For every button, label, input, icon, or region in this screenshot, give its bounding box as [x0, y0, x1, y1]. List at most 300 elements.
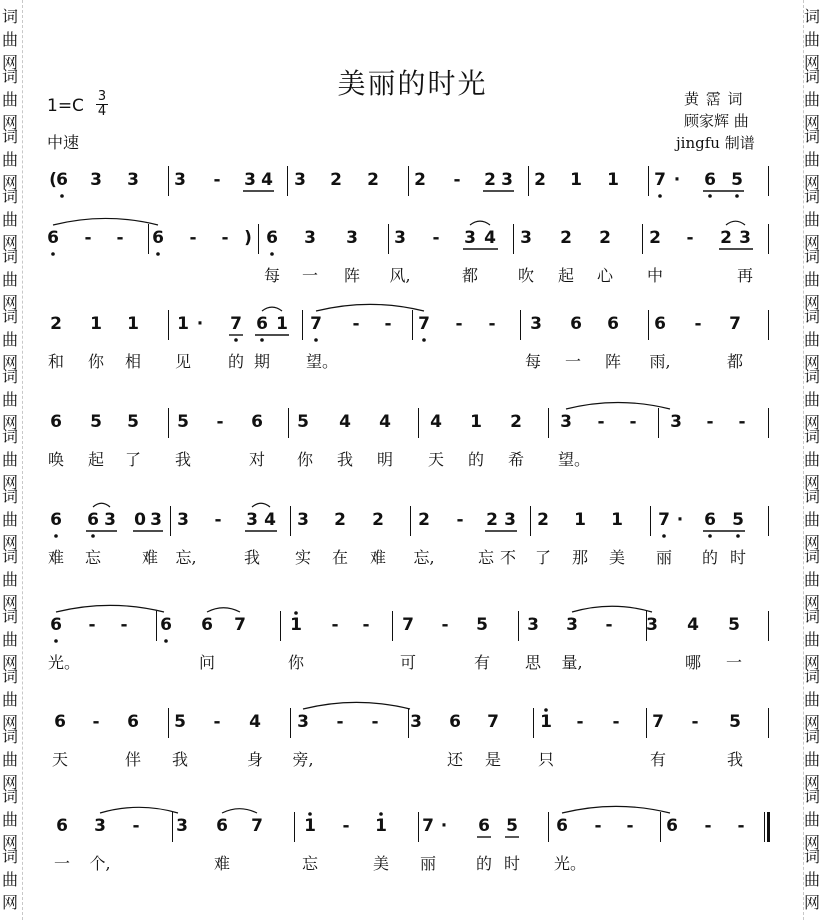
note: 6 — [666, 816, 678, 836]
note: 5 — [174, 712, 186, 732]
note: - — [704, 816, 712, 836]
watermark-char: 曲 — [2, 390, 19, 409]
note: - — [605, 615, 613, 635]
watermark-char: 词 — [804, 307, 821, 326]
lyric-syllable: 起 — [87, 450, 104, 469]
note: 3 — [90, 170, 102, 190]
lyric-syllable: 希 — [507, 450, 524, 469]
lyric-syllable: 中 — [646, 266, 663, 285]
note: 6 — [704, 510, 716, 530]
note: · — [676, 510, 684, 530]
lyric-syllable: 天 — [427, 450, 444, 469]
note: 1 — [375, 816, 387, 836]
lyric-syllable: 了 — [124, 450, 141, 469]
note: 6 — [50, 615, 62, 635]
note: 6 — [47, 228, 59, 248]
note: 5 — [297, 412, 309, 432]
tie-slur — [100, 807, 178, 813]
lyric-syllable: 是 — [484, 750, 501, 769]
watermark-char: 曲 — [2, 810, 19, 829]
note: ) — [244, 228, 252, 248]
note: 3 — [410, 712, 422, 732]
note: 3 — [739, 228, 751, 248]
note: 2 — [414, 170, 426, 190]
note: ( — [49, 170, 57, 190]
note: 2 — [50, 314, 62, 334]
note: 5 — [732, 510, 744, 530]
note: - — [629, 412, 637, 432]
tie-slur — [53, 218, 158, 225]
watermark-char: 曲 — [2, 690, 19, 709]
watermark-char: 词 — [2, 367, 19, 386]
lyric-syllable: 了 — [534, 548, 551, 567]
note: 3 — [176, 816, 188, 836]
lyric-syllable: 一 — [564, 352, 581, 371]
tie-slur — [56, 605, 164, 612]
octave-dot-above — [294, 611, 298, 615]
watermark-char: 网 — [804, 293, 821, 312]
lyric-syllable: 光。 — [48, 653, 81, 672]
note: 6 — [56, 170, 68, 190]
watermark-char: 网 — [804, 653, 821, 672]
note: 6 — [449, 712, 461, 732]
note: 7 — [658, 510, 670, 530]
note: 3 — [646, 615, 658, 635]
watermark-char: 词 — [2, 427, 19, 446]
note: 1 — [304, 816, 316, 836]
lyric-syllable: 再 — [736, 266, 753, 285]
note: 3 — [501, 170, 513, 190]
watermark-char: 网 — [2, 713, 19, 732]
note: 2 — [560, 228, 572, 248]
note: 2 — [510, 412, 522, 432]
lyric-syllable: 每 — [524, 352, 541, 371]
lyric-syllable: 时 — [503, 854, 520, 873]
note: 5 — [476, 615, 488, 635]
watermark-char: 网 — [2, 113, 19, 132]
lyric-syllable: 那 — [571, 548, 588, 567]
note: 3 — [527, 615, 539, 635]
time-signature-bottom: 4 — [97, 104, 107, 119]
note: 1 — [90, 314, 102, 334]
note: 2 — [486, 510, 498, 530]
note: 6 — [216, 816, 228, 836]
note: 7 — [654, 170, 666, 190]
note: - — [88, 615, 96, 635]
lyric-syllable: 我 — [726, 750, 743, 769]
watermark-char: 词 — [2, 667, 19, 686]
octave-dot-below — [234, 338, 238, 342]
octave-dot-above — [379, 812, 383, 816]
lyric-syllable: 都 — [726, 352, 743, 371]
note: - — [189, 228, 197, 248]
note: 5 — [729, 712, 741, 732]
watermark-char: 曲 — [804, 150, 821, 169]
note: 5 — [728, 615, 740, 635]
lyric-syllable: 见 — [174, 352, 191, 371]
lyric-syllable: 的 — [701, 548, 718, 567]
note: 3 — [177, 510, 189, 530]
watermark-char: 网 — [804, 53, 821, 72]
watermark-char: 网 — [804, 533, 821, 552]
lyric-syllable: 你 — [296, 450, 313, 469]
watermark-char: 网 — [804, 593, 821, 612]
octave-dot-below — [314, 338, 318, 342]
octave-dot-below — [422, 338, 426, 342]
lyric-syllable: 阵 — [343, 266, 360, 285]
watermark-char: 曲 — [804, 750, 821, 769]
watermark-char: 网 — [804, 233, 821, 252]
octave-dot-below — [164, 639, 168, 643]
lyric-syllable: 在 — [331, 548, 348, 567]
note: - — [441, 615, 449, 635]
watermark-char: 曲 — [804, 390, 821, 409]
note: 6 — [266, 228, 278, 248]
key-signature: 1=C — [47, 96, 84, 116]
watermark-char: 曲 — [804, 450, 821, 469]
note: 6 — [160, 615, 172, 635]
lyric-syllable: 吹 — [517, 266, 534, 285]
watermark-char: 词 — [804, 787, 821, 806]
composer-credit: 顾家辉 曲 — [684, 112, 749, 130]
watermark-char: 网 — [2, 653, 19, 672]
note: 7 — [402, 615, 414, 635]
note: - — [432, 228, 440, 248]
note: 2 — [334, 510, 346, 530]
lyric-syllable: 有 — [473, 653, 490, 672]
watermark-char: 曲 — [804, 270, 821, 289]
lyric-syllable: 时 — [729, 548, 746, 567]
note: · — [440, 816, 448, 836]
watermark-char: 曲 — [804, 90, 821, 109]
tie-slur — [726, 221, 745, 225]
watermark-char: 网 — [804, 413, 821, 432]
note: - — [626, 816, 634, 836]
octave-dot-below — [60, 194, 64, 198]
song-title: 美丽的时光 — [337, 67, 488, 100]
note: 3 — [127, 170, 139, 190]
watermark-char: 词 — [2, 127, 19, 146]
note: 3 — [297, 712, 309, 732]
watermark-char: 网 — [2, 53, 19, 72]
watermark-char: 词 — [2, 487, 19, 506]
note: 5 — [90, 412, 102, 432]
watermark-char: 网 — [2, 413, 19, 432]
watermark-char: 词 — [2, 607, 19, 626]
note: 3 — [670, 412, 682, 432]
octave-dot-below — [270, 252, 274, 256]
watermark-char: 网 — [2, 533, 19, 552]
octave-dot-below — [736, 534, 740, 538]
lyric-syllable: 的 — [227, 352, 244, 371]
note: 3 — [560, 412, 572, 432]
note: - — [336, 712, 344, 732]
note: - — [594, 816, 602, 836]
note: - — [612, 712, 620, 732]
watermark-char: 曲 — [2, 210, 19, 229]
note: 1 — [540, 712, 552, 732]
note: 2 — [599, 228, 611, 248]
lyric-syllable: 难 — [213, 854, 230, 873]
note: - — [362, 615, 370, 635]
watermark-char: 词 — [804, 367, 821, 386]
lyric-syllable: 忘 — [301, 854, 318, 873]
watermark-char: 曲 — [2, 90, 19, 109]
note: 7 — [418, 314, 430, 334]
lyricist-credit: 黄 霑 词 — [684, 90, 744, 108]
note: 2 — [367, 170, 379, 190]
lyric-syllable: 美 — [372, 854, 389, 873]
watermark-char: 词 — [804, 607, 821, 626]
note: - — [597, 412, 605, 432]
note: - — [132, 816, 140, 836]
note: 7 — [652, 712, 664, 732]
note: 1 — [177, 314, 189, 334]
watermark-char: 网 — [804, 773, 821, 792]
tie-slur — [222, 809, 257, 813]
watermark-char: 网 — [2, 353, 19, 372]
lyric-syllable: 每 — [263, 266, 280, 285]
note: 2 — [534, 170, 546, 190]
watermark-char: 网 — [804, 833, 821, 852]
lyric-syllable: 可 — [399, 653, 416, 672]
note: 5 — [127, 412, 139, 432]
tie-slur — [252, 503, 270, 507]
lyric-syllable: 忘 — [84, 548, 101, 567]
note: 4 — [264, 510, 276, 530]
note: 6 — [152, 228, 164, 248]
note: 4 — [687, 615, 699, 635]
note: 7 — [729, 314, 741, 334]
watermark-char: 网 — [2, 833, 19, 852]
octave-dot-below — [54, 534, 58, 538]
lyric-syllable: 丽 — [419, 854, 436, 873]
note: 3 — [244, 170, 256, 190]
octave-dot-above — [308, 812, 312, 816]
lyric-syllable: 一 — [53, 854, 70, 873]
watermark-char: 网 — [2, 173, 19, 192]
note: 2 — [649, 228, 661, 248]
note: 2 — [372, 510, 384, 530]
tie-slur — [470, 221, 490, 225]
note: - — [453, 170, 461, 190]
lyric-syllable: 难 — [47, 548, 64, 567]
lyric-syllable: 实 — [294, 548, 311, 567]
note: 7 — [487, 712, 499, 732]
watermark-char: 词 — [804, 487, 821, 506]
watermark-char: 网 — [2, 593, 19, 612]
note: 6 — [704, 170, 716, 190]
tie-slur — [93, 503, 110, 507]
note: 3 — [520, 228, 532, 248]
note: 5 — [177, 412, 189, 432]
watermark-char: 网 — [2, 893, 19, 912]
watermark-char: 曲 — [2, 270, 19, 289]
note: - — [120, 615, 128, 635]
note: - — [84, 228, 92, 248]
octave-dot-below — [260, 338, 264, 342]
lyric-syllable: 心 — [596, 266, 613, 285]
lyric-syllable: 望。 — [306, 352, 339, 371]
note: - — [694, 314, 702, 334]
note: 3 — [304, 228, 316, 248]
lyric-syllable: 难 — [141, 548, 158, 567]
watermark-char: 词 — [804, 847, 821, 866]
watermark-char: 曲 — [2, 570, 19, 589]
watermark-char: 曲 — [2, 330, 19, 349]
watermark-char: 词 — [2, 67, 19, 86]
transcriber-credit: jingfu 制谱 — [676, 134, 755, 152]
note: 2 — [484, 170, 496, 190]
lyric-syllable: 忘 — [477, 548, 494, 567]
lyric-syllable: 还 — [446, 750, 463, 769]
watermark-char: 曲 — [804, 690, 821, 709]
note: 6 — [256, 314, 268, 334]
lyric-syllable: 都 — [461, 266, 478, 285]
lyric-syllable: 有 — [649, 750, 666, 769]
note: 1 — [276, 314, 288, 334]
lyric-syllable: 思 — [524, 653, 541, 672]
note: 6 — [54, 712, 66, 732]
lyric-syllable: 明 — [376, 450, 393, 469]
note: 6 — [570, 314, 582, 334]
lyric-syllable: 雨, — [649, 352, 671, 371]
octave-dot-below — [708, 534, 712, 538]
watermark-char: 词 — [804, 247, 821, 266]
watermark-char: 曲 — [804, 570, 821, 589]
watermark-char: 词 — [804, 187, 821, 206]
watermark-char: 曲 — [804, 30, 821, 49]
note: 6 — [56, 816, 68, 836]
lyric-syllable: 一 — [725, 653, 742, 672]
note: 6 — [201, 615, 213, 635]
note: 1 — [607, 170, 619, 190]
note: 4 — [430, 412, 442, 432]
watermark-char: 网 — [804, 713, 821, 732]
watermark-char: 词 — [2, 307, 19, 326]
note: - — [331, 615, 339, 635]
octave-dot-below — [658, 194, 662, 198]
note: 7 — [422, 816, 434, 836]
tie-slur — [262, 307, 282, 311]
note: 3 — [504, 510, 516, 530]
watermark-char: 曲 — [804, 510, 821, 529]
note: 6 — [478, 816, 490, 836]
lyric-syllable: 的 — [475, 854, 492, 873]
note: 3 — [297, 510, 309, 530]
watermark-char: 网 — [804, 893, 821, 912]
lyric-syllable: 个, — [89, 854, 111, 873]
note: - — [686, 228, 694, 248]
time-signature-top: 3 — [97, 89, 107, 104]
note: 6 — [87, 510, 99, 530]
watermark-char: 网 — [804, 473, 821, 492]
tempo-marking: 中速 — [47, 133, 80, 152]
watermark-char: 网 — [2, 233, 19, 252]
lyric-syllable: 起 — [557, 266, 574, 285]
note: - — [455, 314, 463, 334]
tie-slur — [316, 304, 424, 311]
lyric-syllable: 天 — [51, 750, 68, 769]
note: - — [738, 412, 746, 432]
octave-dot-below — [51, 252, 55, 256]
watermark-char: 曲 — [804, 810, 821, 829]
watermark-char: 词 — [804, 7, 821, 26]
lyric-syllable: 的 — [467, 450, 484, 469]
note: - — [371, 712, 379, 732]
lyric-syllable: 旁, — [292, 750, 314, 769]
watermark-char: 曲 — [2, 870, 19, 889]
note: - — [116, 228, 124, 248]
note: 5 — [731, 170, 743, 190]
note: 7 — [310, 314, 322, 334]
watermark-char: 网 — [2, 293, 19, 312]
watermark-char: 词 — [2, 847, 19, 866]
watermark-char: 词 — [804, 547, 821, 566]
octave-dot-above — [544, 708, 548, 712]
note: 3 — [346, 228, 358, 248]
lyric-syllable: 光。 — [554, 854, 587, 873]
watermark-char: 曲 — [804, 870, 821, 889]
lyric-syllable: 和 — [47, 352, 64, 371]
note: 6 — [654, 314, 666, 334]
note: 3 — [530, 314, 542, 334]
note: 4 — [484, 228, 496, 248]
lyric-syllable: 望。 — [558, 450, 591, 469]
note: - — [576, 712, 584, 732]
octave-dot-below — [91, 534, 95, 538]
watermark-char: 曲 — [2, 630, 19, 649]
lyric-syllable: 丽 — [655, 548, 672, 567]
note: 3 — [464, 228, 476, 248]
note: 3 — [104, 510, 116, 530]
watermark-char: 词 — [804, 727, 821, 746]
lyric-syllable: 期 — [253, 352, 270, 371]
lyric-syllable: 相 — [124, 352, 141, 371]
note: 6 — [50, 412, 62, 432]
lyric-syllable: 忘, — [175, 548, 197, 567]
lyric-syllable: 唤 — [47, 450, 64, 469]
note: - — [213, 712, 221, 732]
note: 3 — [566, 615, 578, 635]
note: 2 — [720, 228, 732, 248]
lyric-syllable: 我 — [174, 450, 191, 469]
octave-dot-below — [735, 194, 739, 198]
watermark-char: 词 — [2, 787, 19, 806]
watermark-char: 曲 — [2, 750, 19, 769]
note: 6 — [50, 510, 62, 530]
note: - — [691, 712, 699, 732]
watermark-char: 曲 — [804, 210, 821, 229]
note: 3 — [294, 170, 306, 190]
watermark-char: 曲 — [2, 30, 19, 49]
note: 3 — [394, 228, 406, 248]
note: - — [352, 314, 360, 334]
note: 6 — [607, 314, 619, 334]
lyric-syllable: 问 — [198, 653, 215, 672]
lyric-syllable: 身 — [246, 750, 263, 769]
note: - — [456, 510, 464, 530]
lyric-syllable: 我 — [336, 450, 353, 469]
lyric-syllable: 你 — [87, 352, 104, 371]
note: 6 — [127, 712, 139, 732]
note: - — [384, 314, 392, 334]
note: 0 — [134, 510, 146, 530]
note: 3 — [246, 510, 258, 530]
note: 4 — [379, 412, 391, 432]
note: 2 — [537, 510, 549, 530]
watermark-char: 词 — [2, 727, 19, 746]
